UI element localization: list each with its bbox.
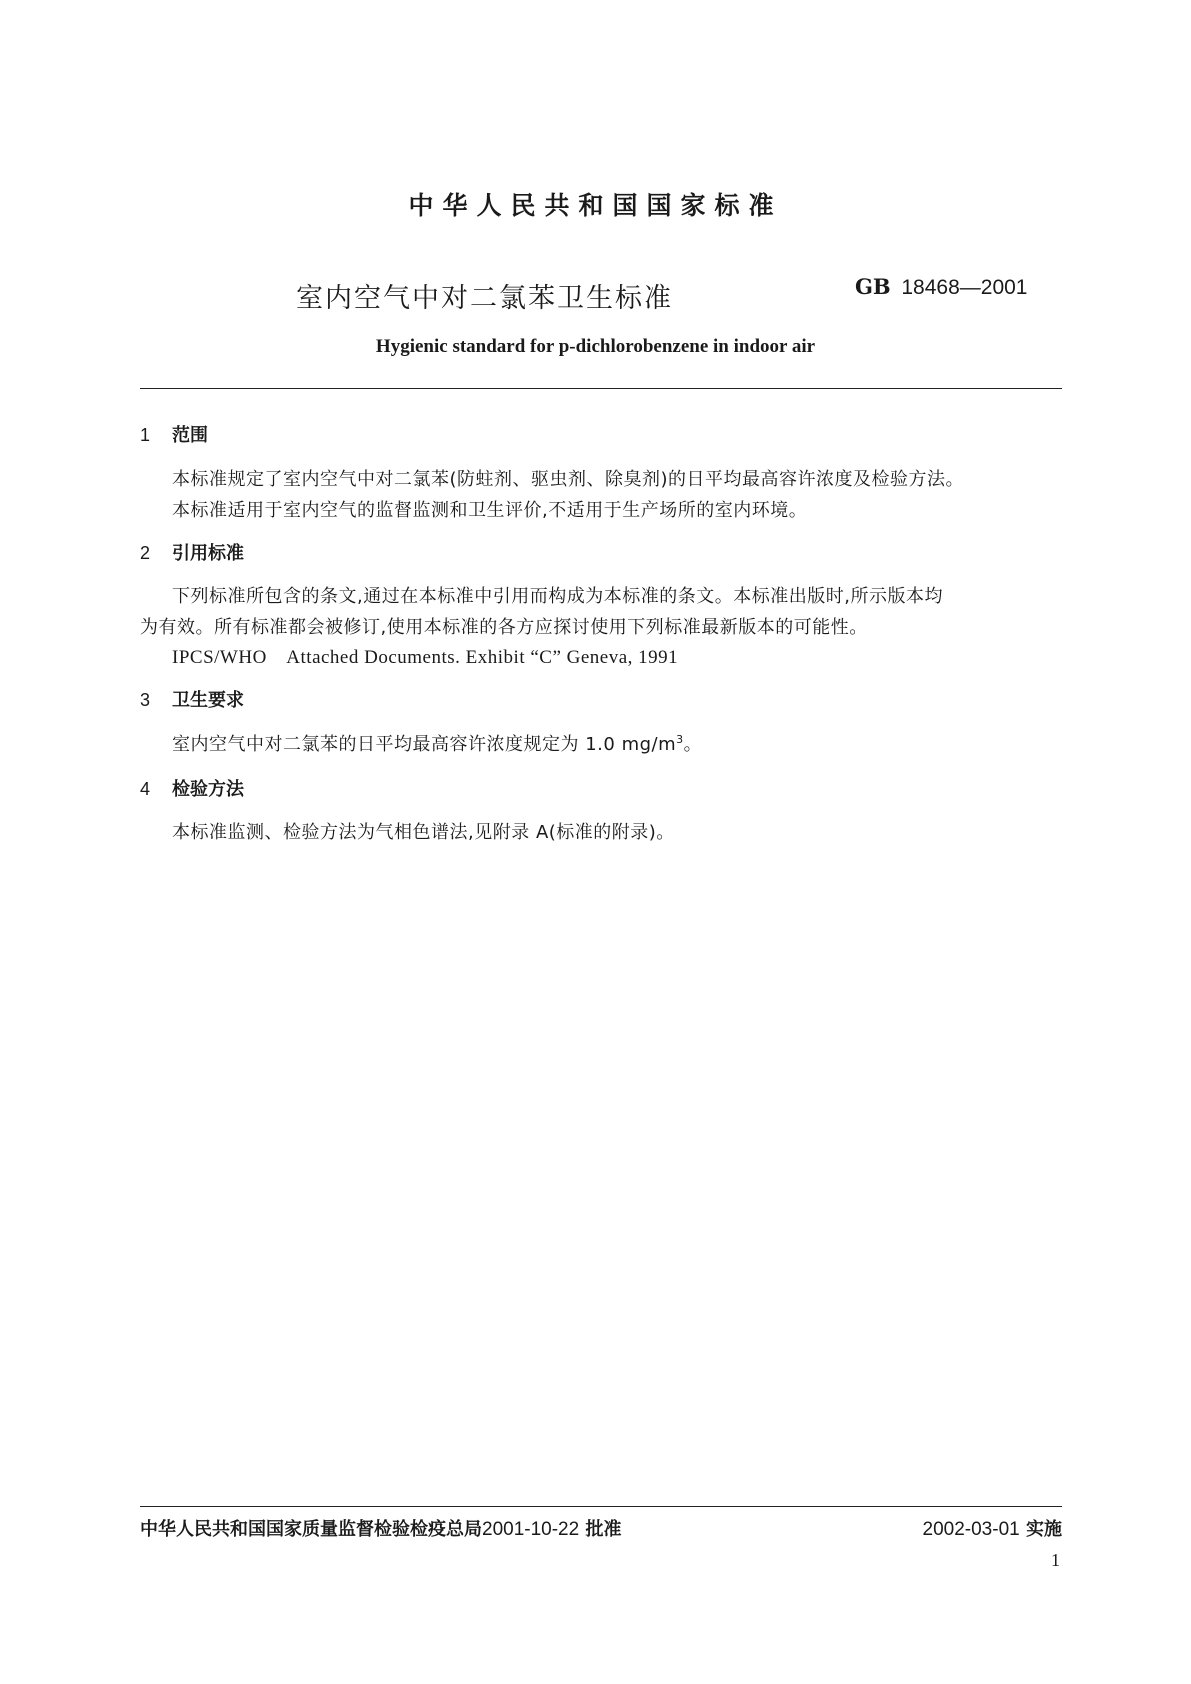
- section-heading-normative-references: [140, 539, 244, 565]
- section-number: 4: [140, 779, 151, 799]
- effective-date: 2002-03-01: [922, 1519, 1020, 1540]
- section-title: 范围: [172, 425, 208, 446]
- standard-code-number: 18468—2001: [901, 276, 1028, 299]
- section-heading-test-method: [140, 775, 244, 801]
- section-heading-hygiene-requirement: [140, 686, 244, 712]
- paragraph: 本标准适用于室内空气的监督监测和卫生评价,不适用于生产场所的室内环境。: [172, 500, 808, 521]
- document-title-en: Hygienic standard for p-dichlorobenzene in indoor air: [375, 336, 816, 357]
- document-title-cn: 室内空气中对二氯苯卫生标准: [296, 283, 673, 314]
- footer-divider: [140, 1506, 1062, 1507]
- section-title: 卫生要求: [172, 690, 244, 711]
- paragraph: 本标准监测、检验方法为气相色谱法,见附录 A(标准的附录)。: [172, 822, 675, 843]
- effective-line: [923, 1515, 1062, 1541]
- section-title: 检验方法: [172, 779, 244, 800]
- limit-trail: 。: [683, 734, 703, 755]
- paragraph: 为有效。所有标准都会被修订,使用本标准的各方应探讨使用下列标准最新版本的可能性。: [140, 617, 868, 638]
- paragraph: 本标准规定了室内空气中对二氯苯(防蛀剂、驱虫剂、除臭剂)的日平均最高容许浓度及检验方法。: [172, 469, 965, 490]
- standard-code-prefix: GB: [855, 274, 891, 299]
- approval-date: 2001-10-22: [482, 1519, 580, 1540]
- section-number: 1: [140, 425, 151, 445]
- page-number: 1: [1051, 1550, 1060, 1570]
- approval-org: 中华人民共和国国家质量监督检验检疫总局: [140, 1519, 482, 1540]
- header-divider: [140, 388, 1062, 389]
- section-heading-scope: [140, 421, 208, 447]
- paragraph-limit-value: [172, 730, 702, 756]
- unit-superscript: 3: [676, 733, 684, 746]
- reference-item: IPCS/WHO Attached Documents. Exhibit “C” Geneva, 1991: [172, 647, 679, 668]
- standard-code: [855, 274, 1028, 300]
- approval-line: [140, 1515, 621, 1541]
- approval-label: 批准: [585, 1519, 622, 1540]
- section-number: 3: [140, 690, 151, 710]
- section-title: 引用标准: [172, 543, 244, 564]
- section-number: 2: [140, 543, 151, 563]
- limit-text: 室内空气中对二氯苯的日平均最高容许浓度规定为 1.0 mg/m: [172, 734, 677, 755]
- paragraph: 下列标准所包含的条文,通过在本标准中引用而构成为本标准的条文。本标准出版时,所示版本均: [172, 586, 943, 607]
- standard-type-heading: 中华人民共和国国家标准: [408, 191, 783, 220]
- effective-label: 实施: [1026, 1519, 1062, 1540]
